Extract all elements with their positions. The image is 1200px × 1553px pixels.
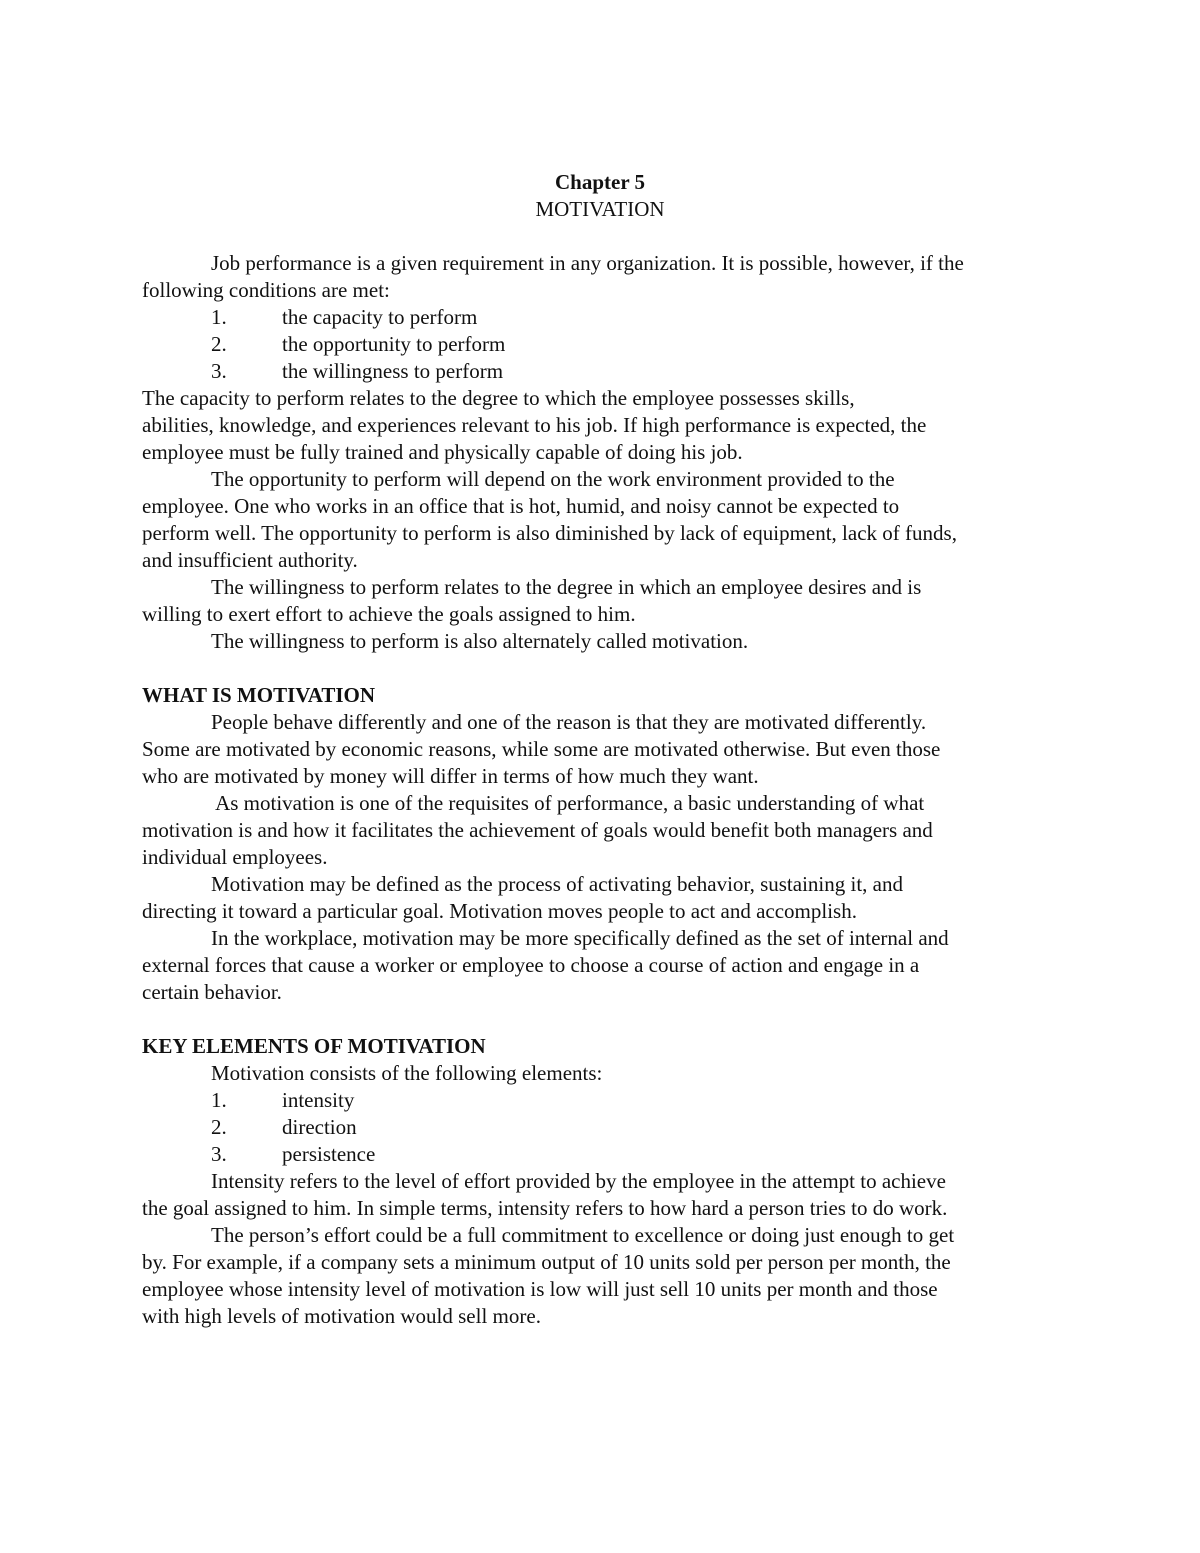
chapter-subtitle: MOTIVATION — [535, 197, 665, 221]
list-item — [142, 331, 1072, 358]
list-item-text: persistence — [282, 1142, 376, 1166]
paragraph-line: abilities, knowledge, and experiences relevant to his job. If high performance is expected, the — [142, 413, 927, 437]
paragraph-line: perform well. The opportunity to perform is also diminished by lack of equipment, lack of funds, — [142, 521, 957, 545]
paragraph-first-line: Motivation consists of the following elements: — [211, 1061, 603, 1085]
paragraph-first-line: Intensity refers to the level of effort provided by the employee in the attempt to achieve — [211, 1169, 946, 1193]
list-item — [142, 1087, 1072, 1114]
blank-line — [142, 223, 1072, 250]
paragraph-first-line: The willingness to perform is also alternately called motivation. — [211, 629, 749, 653]
paragraph-line: with high levels of motivation would sell more. — [142, 1304, 541, 1328]
paragraph-line: motivation is and how it facilitates the achievement of goals would benefit both managers and — [142, 818, 933, 842]
paragraph-line: Some are motivated by economic reasons, while some are motivated otherwise. But even those — [142, 737, 941, 761]
list-number: 2. — [211, 1115, 227, 1139]
paragraph-line: certain behavior. — [142, 980, 282, 1004]
paragraph-line: employee whose intensity level of motivation is low will just sell 10 units per month and those — [142, 1277, 938, 1301]
list-item-text: intensity — [282, 1088, 355, 1112]
paragraph-first-line: The opportunity to perform will depend on the work environment provided to the — [211, 467, 895, 491]
paragraph-line: and insufficient authority. — [142, 548, 358, 572]
list-item — [142, 1114, 1072, 1141]
paragraph-line: by. For example, if a company sets a minimum output of 10 units sold per person per month, the — [142, 1250, 951, 1274]
paragraph-line: The capacity to perform relates to the degree to which the employee possesses skills, — [142, 386, 855, 410]
list-item-text: the willingness to perform — [282, 359, 504, 383]
paragraph-line: directing it toward a particular goal. Motivation moves people to act and accomplish. — [142, 899, 857, 923]
paragraph-first-line: Job performance is a given requirement in any organization. It is possible, however, if the — [211, 251, 964, 275]
section-heading: WHAT IS MOTIVATION — [142, 683, 375, 707]
list-item-text: direction — [282, 1115, 357, 1139]
paragraph-first-line: As motivation is one of the requisites of performance, a basic understanding of what — [211, 791, 925, 815]
paragraph-first-line: In the workplace, motivation may be more specifically defined as the set of internal and — [211, 926, 949, 950]
paragraph-line: who are motivated by money will differ in terms of how much they want. — [142, 764, 759, 788]
paragraph-line: individual employees. — [142, 845, 328, 869]
list-item-text: the opportunity to perform — [282, 332, 506, 356]
paragraph-line: employee. One who works in an office that is hot, humid, and noisy cannot be expected to — [142, 494, 900, 518]
list-item — [142, 1141, 1072, 1168]
paragraph-first-line: The willingness to perform relates to the degree in which an employee desires and is — [211, 575, 922, 599]
list-item — [142, 304, 1072, 331]
blank-line — [142, 1006, 1072, 1033]
document-body — [142, 169, 1072, 1330]
paragraph-first-line: Motivation may be defined as the process of activating behavior, sustaining it, and — [211, 872, 903, 896]
section-heading: KEY ELEMENTS OF MOTIVATION — [142, 1034, 486, 1058]
blank-line — [142, 655, 1072, 682]
paragraph-line: employee must be fully trained and physically capable of doing his job. — [142, 440, 743, 464]
paragraph-first-line: The person’s effort could be a full commitment to excellence or doing just enough to get — [211, 1223, 955, 1247]
paragraph-line: following conditions are met: — [142, 278, 390, 302]
list-number: 2. — [211, 332, 227, 356]
list-item-text: the capacity to perform — [282, 305, 478, 329]
list-number: 1. — [211, 1088, 227, 1112]
paragraph-line: willing to exert effort to achieve the goals assigned to him. — [142, 602, 636, 626]
paragraph-line: external forces that cause a worker or employee to choose a course of action and engage in a — [142, 953, 920, 977]
paragraph-first-line: People behave differently and one of the reason is that they are motivated differently. — [211, 710, 927, 734]
list-item — [142, 358, 1072, 385]
paragraph-line: the goal assigned to him. In simple terms, intensity refers to how hard a person tries to do work. — [142, 1196, 948, 1220]
list-number: 3. — [211, 359, 227, 383]
chapter-title: Chapter 5 — [554, 170, 646, 194]
list-number: 3. — [211, 1142, 227, 1166]
list-number: 1. — [211, 305, 227, 329]
